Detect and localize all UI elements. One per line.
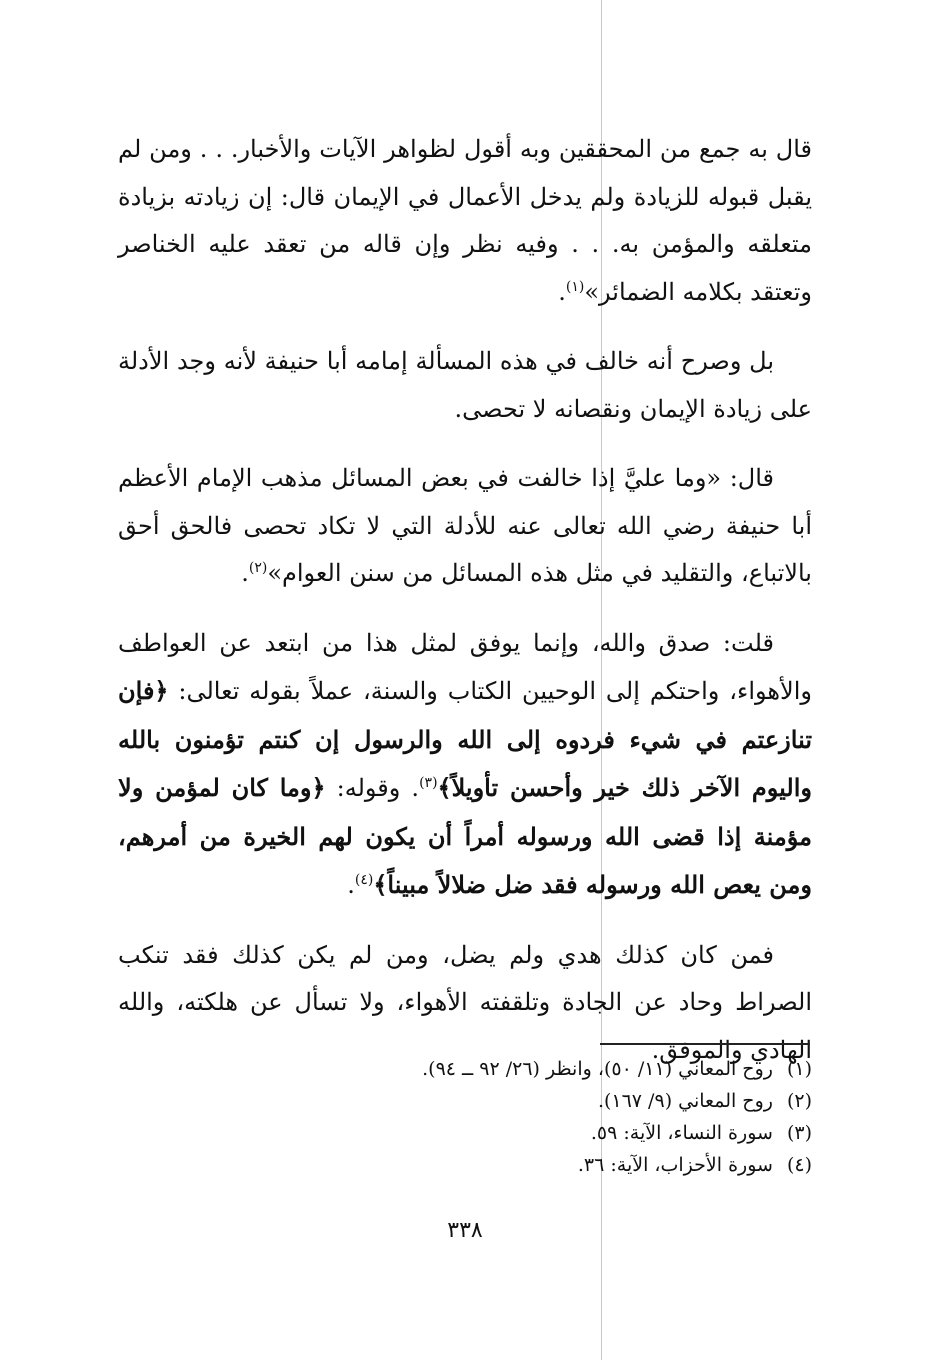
footnote-4	[118, 1149, 812, 1181]
paragraph-1-end: .	[558, 277, 566, 306]
quran-verse-1: ﴿فإن تنازعتم في شيء فردوه إلى الله والرسول إن كنتم تؤمنون بالله واليوم الآخر ذلك خير وأحسن تأويلاً﴾	[118, 676, 812, 802]
footnote-2	[118, 1085, 812, 1117]
footnote-ref-4: (٤)	[354, 872, 374, 888]
footnote-number: (١)	[786, 1058, 812, 1080]
paragraph-1-text: قال به جمع من المحققين وبه أقول لظواهر الآيات والأخبار. . . ومن لم يقبل قبوله للزيادة ولم يدخل الأعمال في الإيمان قال: إن زيادته بزيادة متعلقه والمؤمن به. . . وفيه نظر وإن قاله من تعقد عليه الخناصر وتعتقد بكلامه الضمائر»	[118, 135, 812, 306]
paragraph-3-text: قال: «وما عليَّ إذا خالفت في بعض المسائل مذهب الإمام الأعظم أبا حنيفة رضي الله تعالى عنه للأدلة التي لا تكاد تحصى فالحق أحق بالاتباع، والتقليد في مثل هذه المسائل من سنن العوام»	[118, 464, 812, 587]
paragraph-4-end: .	[347, 871, 355, 899]
paragraph-3	[118, 455, 812, 598]
footnote-number: (٢)	[786, 1090, 812, 1112]
page-number: ٣٣٨	[447, 1218, 483, 1243]
footnote-text: روح المعاني (٩/ ١٦٧).	[597, 1090, 773, 1112]
footnote-text: روح المعاني (١١/ ٥٠)، وانظر (٢٦/ ٩٢ ــ ٩٤).	[422, 1058, 773, 1080]
paragraph-3-end: .	[241, 559, 249, 587]
paragraph-4	[118, 620, 812, 910]
footnote-ref-3: (٣)	[419, 775, 438, 791]
footnote-number: (٣)	[786, 1122, 812, 1144]
quran-verse-2: ﴿وما كان لمؤمن ولا مؤمنة إذا قضى الله ورسوله أمراً أن يكون لهم الخيرة من أمرهم، ومن يعص الله ورسوله فقد ضل ضلالاً مبيناً﴾	[118, 773, 812, 899]
footnote-divider	[600, 1043, 810, 1045]
footnote-text: سورة الأحزاب، الآية: ٣٦.	[577, 1154, 773, 1176]
paragraph-5-text: فمن كان كذلك هدي ولم يضل، ومن لم يكن كذلك فقد تنكب الصراط وحاد عن الجادة وتلقفته الأهواء، ولا تسأل عن هلكته، والله الهادي والموفق.	[118, 940, 812, 1064]
paragraph-2	[118, 338, 812, 433]
footnote-1	[118, 1053, 812, 1085]
paragraph-4-mid: . وقوله:	[325, 774, 420, 802]
footnote-text: سورة النساء، الآية: ٥٩.	[590, 1122, 773, 1144]
paragraph-4-intro: قلت: صدق والله، وإنما يوفق لمثل هذا من ابتعد عن العواطف والأهواء، واحتكم إلى الوحيين الكتاب والسنة، عملاً بقوله تعالى:	[118, 628, 812, 705]
footnote-ref-1: (١)	[565, 278, 585, 295]
footnotes	[118, 1053, 812, 1181]
paragraph-2-text: بل وصرح أنه خالف في هذه المسألة إمامه أبا حنيفة لأنه وجد الأدلة على زيادة الإيمان ونقصانه لا تحصى.	[118, 347, 812, 423]
footnote-ref-2: (٢)	[248, 560, 268, 576]
main-text	[118, 126, 812, 1096]
paragraph-1	[118, 126, 812, 316]
footnote-number: (٤)	[786, 1154, 812, 1176]
footnote-3	[118, 1117, 812, 1149]
